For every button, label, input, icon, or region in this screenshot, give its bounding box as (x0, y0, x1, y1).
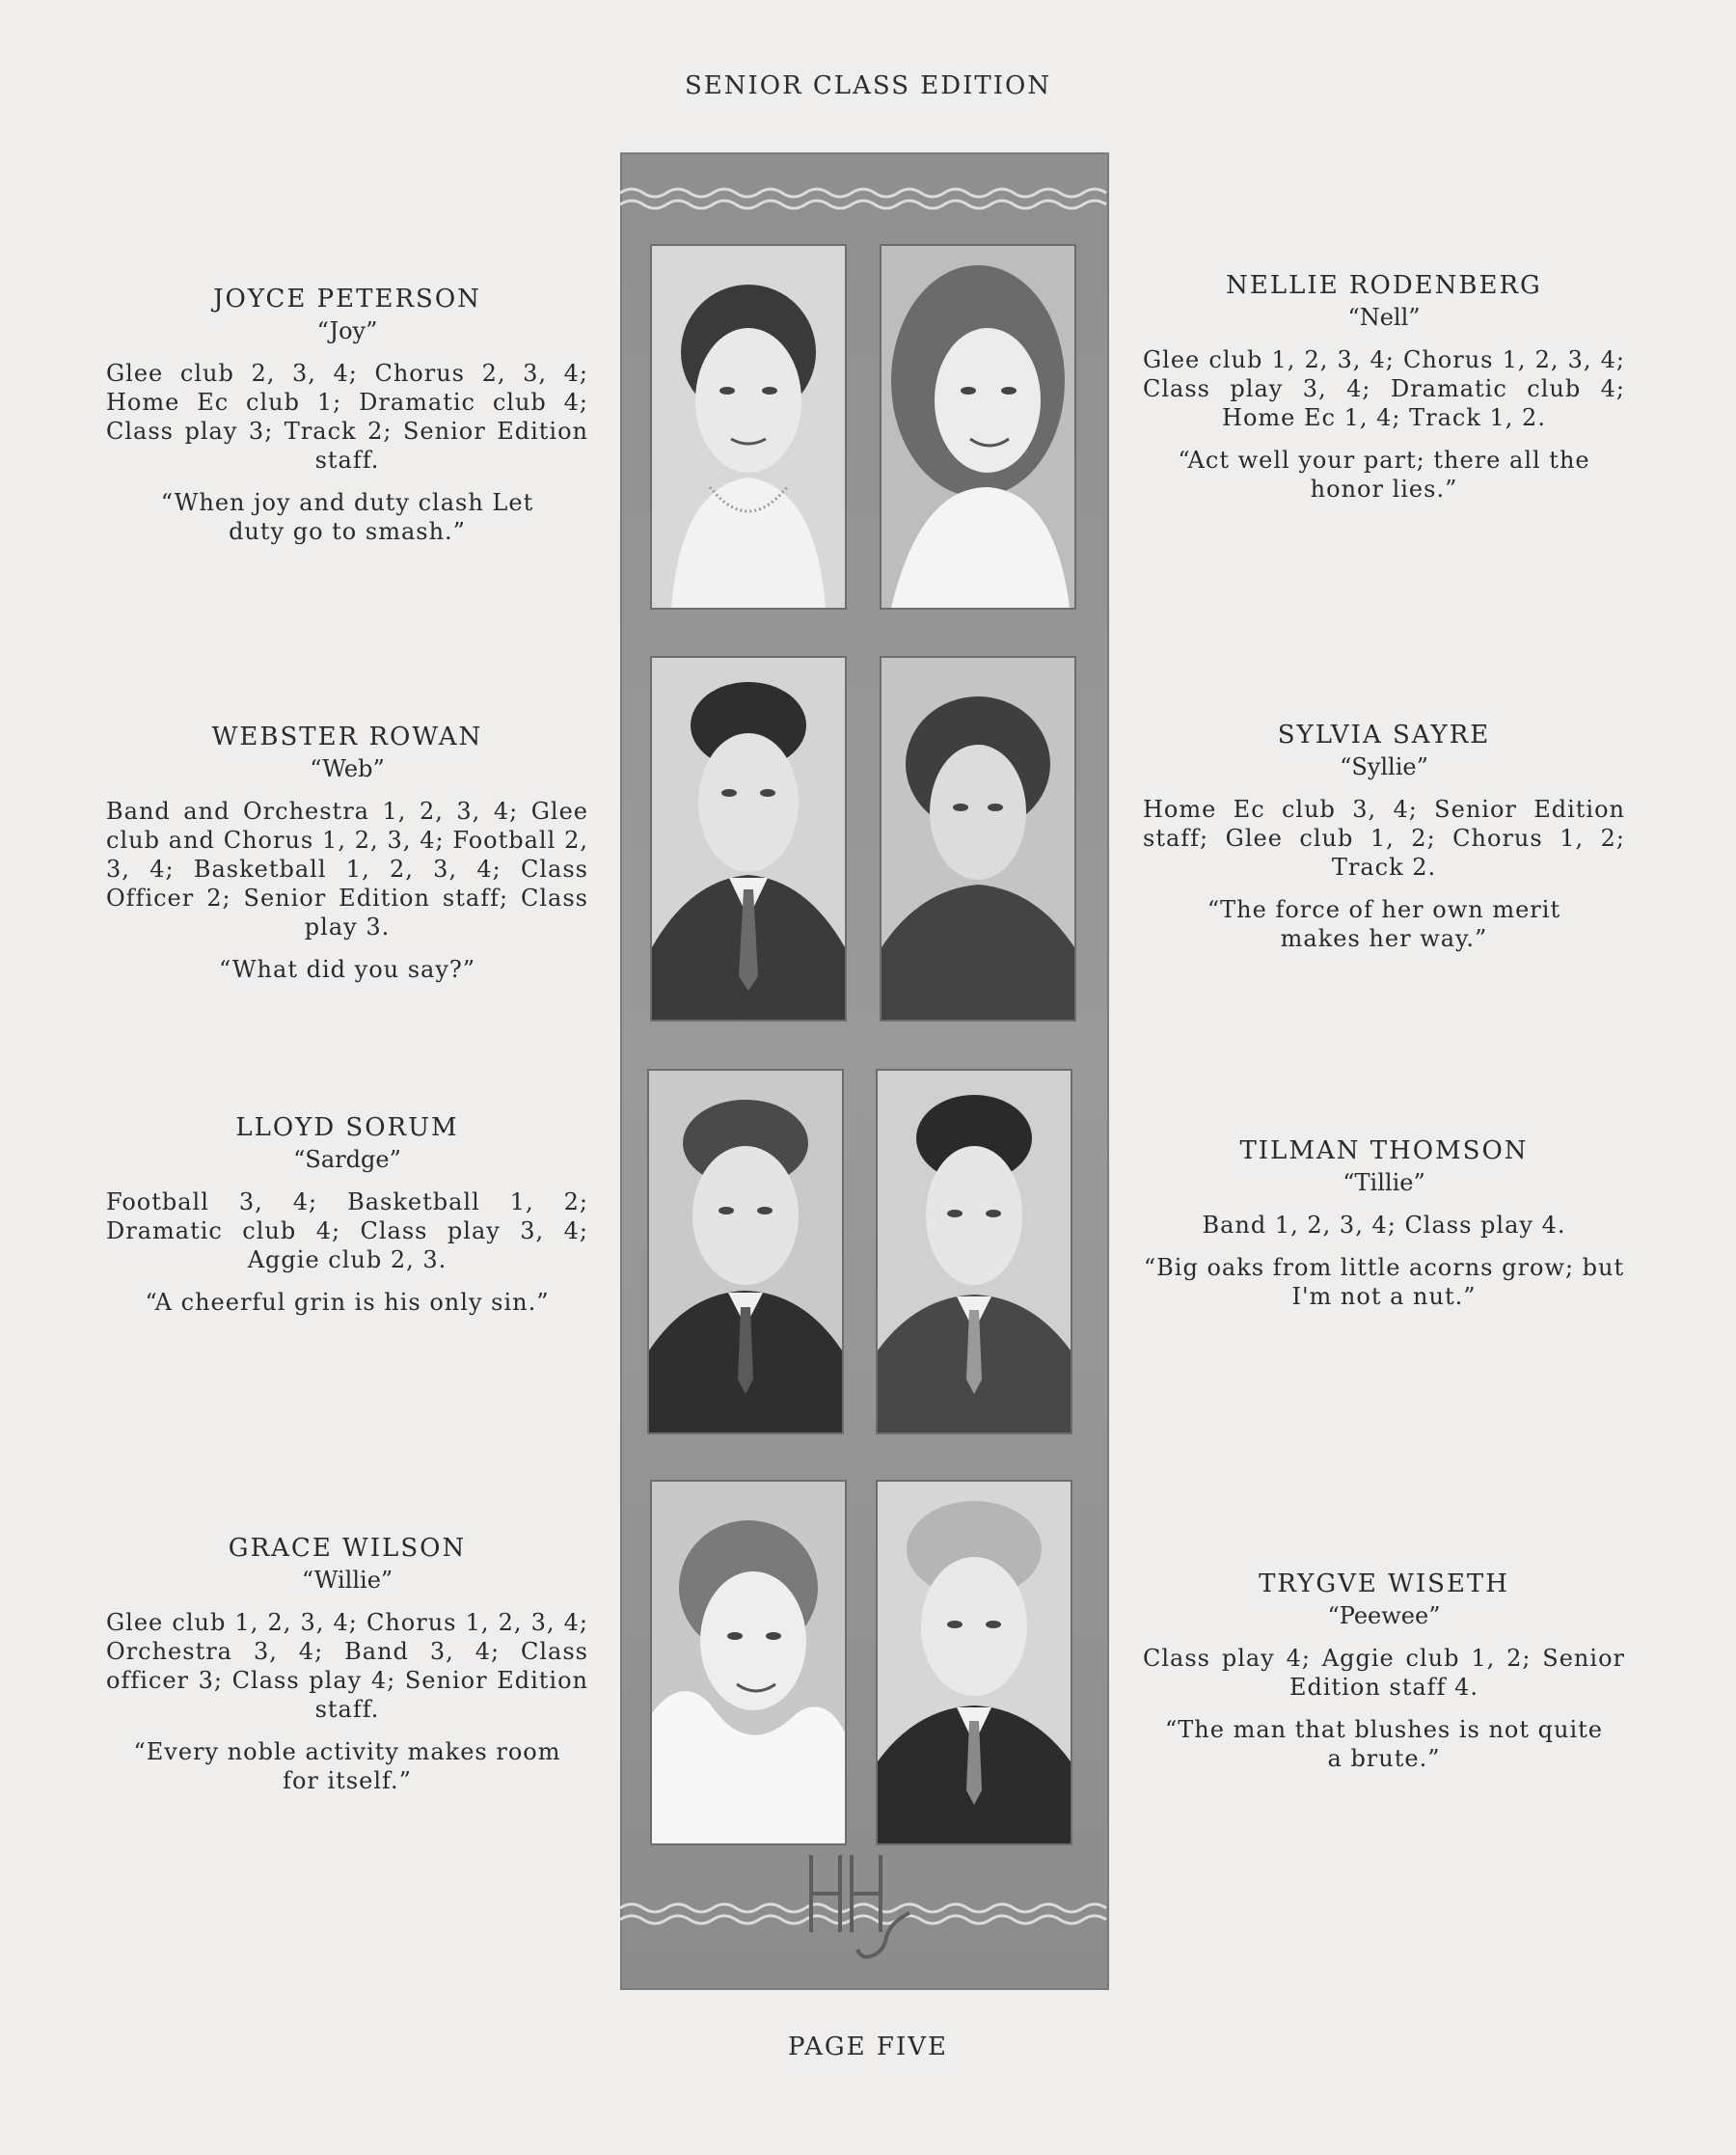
student-quote: “The man that blushes is not quite a brute.” (1165, 1716, 1603, 1772)
student-name: SYLVIA SAYRE (1277, 721, 1491, 750)
photo-webster-rowan (650, 656, 847, 1022)
bio-trygve-wiseth (1143, 1569, 1625, 1773)
portrait-female-icon (882, 658, 1074, 1020)
portrait-female-icon (652, 1482, 845, 1843)
student-activities: Band and Orchestra 1, 2, 3, 4; Glee club and Chorus 1, 2, 3, 4; Football 2, 3, 4; Basketball 1, 2, 3, 4; Class Officer 2; Senior Edition staff; Class play 3. (106, 798, 588, 941)
photo-lloyd-sorum (647, 1069, 844, 1434)
student-quote: “Big oaks from little acorns grow; but I'm not a nut.” (1143, 1254, 1625, 1310)
bio-lloyd-sorum (106, 1112, 588, 1317)
student-activities: Football 3, 4; Basketball 1, 2; Dramatic club 4; Class play 3, 4; Aggie club 2, 3. (106, 1188, 588, 1273)
portrait-male-icon (649, 1071, 842, 1432)
student-nickname: “Joy” (316, 317, 378, 344)
student-name: JOYCE PETERSON (213, 285, 481, 314)
student-nickname: “Peewee” (1327, 1602, 1441, 1629)
portrait-male-icon (878, 1482, 1071, 1843)
photo-joyce-peterson (650, 244, 847, 610)
student-nickname: “Tillie” (1343, 1169, 1425, 1196)
hhs-monogram-icon (794, 1845, 929, 1961)
portrait-male-icon (878, 1071, 1071, 1432)
student-quote: “What did you say?” (218, 956, 476, 983)
student-activities: Home Ec club 3, 4; Senior Edition staff; Glee club 1, 2; Chorus 1, 2; Track 2. (1143, 796, 1625, 881)
bio-webster-rowan (106, 722, 588, 984)
bio-grace-wilson (106, 1533, 588, 1795)
page-footer: PAGE FIVE (788, 2032, 948, 2061)
student-nickname: “Sardge” (293, 1146, 401, 1173)
student-quote: “When joy and duty clash Let duty go to smash.” (160, 489, 534, 545)
student-name: TILMAN THOMSON (1239, 1136, 1529, 1165)
bio-joyce-peterson (106, 284, 588, 546)
student-nickname: “Nell” (1347, 304, 1421, 331)
student-name: NELLIE RODENBERG (1226, 271, 1542, 300)
wave-border-top-icon (620, 181, 1109, 220)
photo-grace-wilson (650, 1480, 847, 1845)
student-activities: Glee club 1, 2, 3, 4; Chorus 1, 2, 3, 4; Orchestra 3, 4; Band 3, 4; Class officer 3; Class play 4; Senior Edition staff. (106, 1609, 588, 1723)
bio-sylvia-sayre (1143, 720, 1625, 953)
photo-tilman-thomson (876, 1069, 1072, 1434)
student-activities: Band 1, 2, 3, 4; Class play 4. (1202, 1212, 1566, 1239)
student-nickname: “Web” (310, 755, 385, 782)
student-nickname: “Willie” (301, 1567, 393, 1594)
student-quote: “The force of her own merit makes her way.” (1207, 896, 1561, 952)
student-name: LLOYD SORUM (235, 1113, 459, 1142)
page-header: SENIOR CLASS EDITION (684, 71, 1052, 100)
student-nickname: “Syllie” (1340, 753, 1428, 780)
student-name: GRACE WILSON (228, 1534, 467, 1563)
photo-trygve-wiseth (876, 1480, 1072, 1845)
bio-nellie-rodenberg (1143, 270, 1625, 504)
photo-nellie-rodenberg (880, 244, 1076, 610)
student-name: WEBSTER ROWAN (211, 723, 483, 751)
portrait-female-icon (882, 246, 1074, 608)
student-name: TRYGVE WISETH (1259, 1569, 1509, 1598)
student-activities: Glee club 1, 2, 3, 4; Chorus 1, 2, 3, 4; Class play 3, 4; Dramatic club 4; Home Ec 1, 4; Track 1, 2. (1143, 346, 1625, 431)
portrait-female-icon (652, 246, 845, 608)
photo-strip (620, 152, 1109, 1990)
photo-sylvia-sayre (880, 656, 1076, 1022)
student-quote: “Act well your part; there all the honor lies.” (1178, 447, 1590, 503)
student-activities: Class play 4; Aggie club 1, 2; Senior Edition staff 4. (1143, 1645, 1625, 1701)
student-quote: “Every noble activity makes room for itself.” (133, 1738, 561, 1794)
portrait-male-icon (652, 658, 845, 1020)
student-quote: “A cheerful grin is his only sin.” (145, 1289, 550, 1316)
bio-tilman-thomson (1143, 1135, 1625, 1311)
student-activities: Glee club 2, 3, 4; Chorus 2, 3, 4; Home Ec club 1; Dramatic club 4; Class play 3; Track 2; Senior Edition staff. (106, 360, 588, 474)
